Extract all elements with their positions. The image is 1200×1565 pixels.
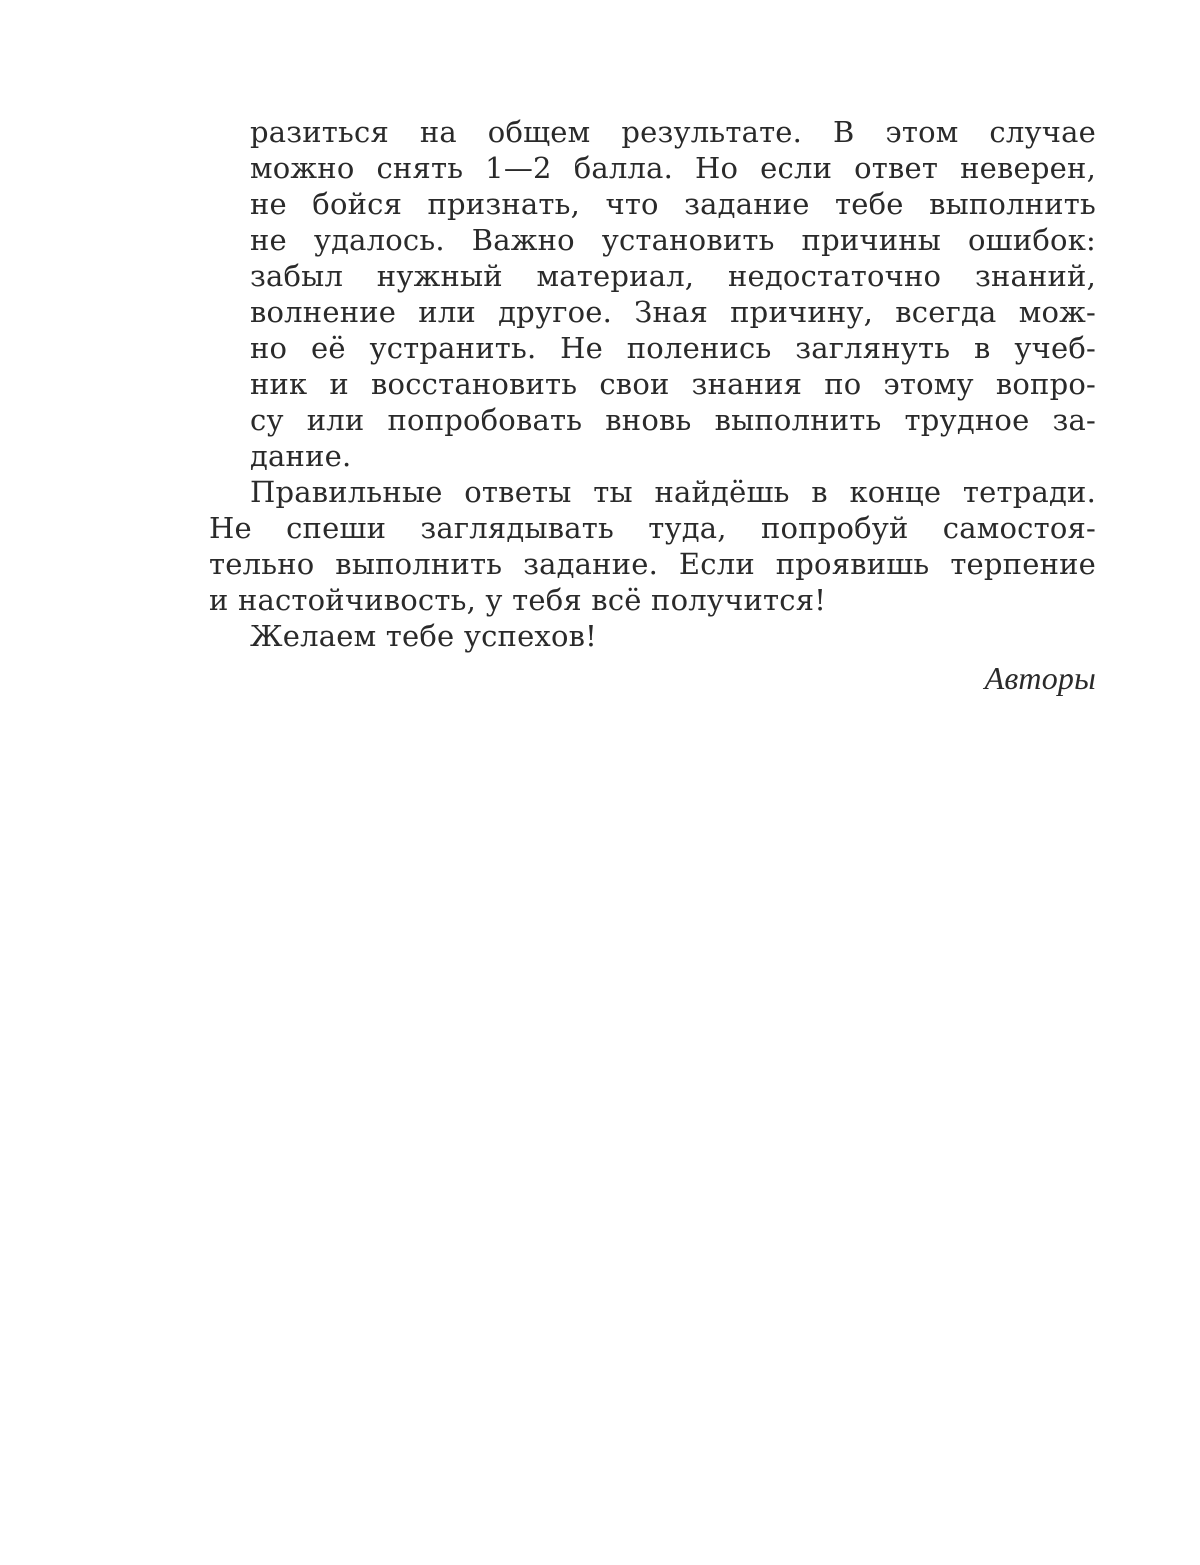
text-line: волнение или другое. Зная причину, всегда мож- [250, 295, 1096, 329]
text-line: но её устранить. Не поленись заглянуть в учеб- [250, 331, 1096, 365]
text-line: не удалось. Важно установить причины ошибок: [250, 223, 1096, 257]
text-line: су или попробовать вновь выполнить трудное за- [250, 403, 1096, 437]
text-line: можно снять 1—2 балла. Но если ответ неверен, [250, 151, 1096, 185]
text-line: дание. [250, 439, 352, 473]
body-text [209, 114, 1096, 700]
text-line: разиться на общем результате. В этом случае [250, 115, 1096, 149]
signature: Авторы [984, 660, 1096, 696]
text-line: тельно выполнить задание. Если проявишь терпение [209, 547, 1096, 581]
closing-wish: Желаем тебе успехов! [250, 619, 598, 653]
text-line: ник и восстановить свои знания по этому вопро- [250, 367, 1096, 401]
text-line: Не спеши заглядывать туда, попробуй самостоя- [209, 511, 1096, 545]
text-line: не бойся признать, что задание тебе выполнить [250, 187, 1096, 221]
text-line: и настойчивость, у тебя всё получится! [209, 583, 827, 617]
text-line: забыл нужный материал, недостаточно знаний, [250, 259, 1096, 293]
paragraph-start-line: Правильные ответы ты найдёшь в конце тетради. [250, 475, 1096, 509]
